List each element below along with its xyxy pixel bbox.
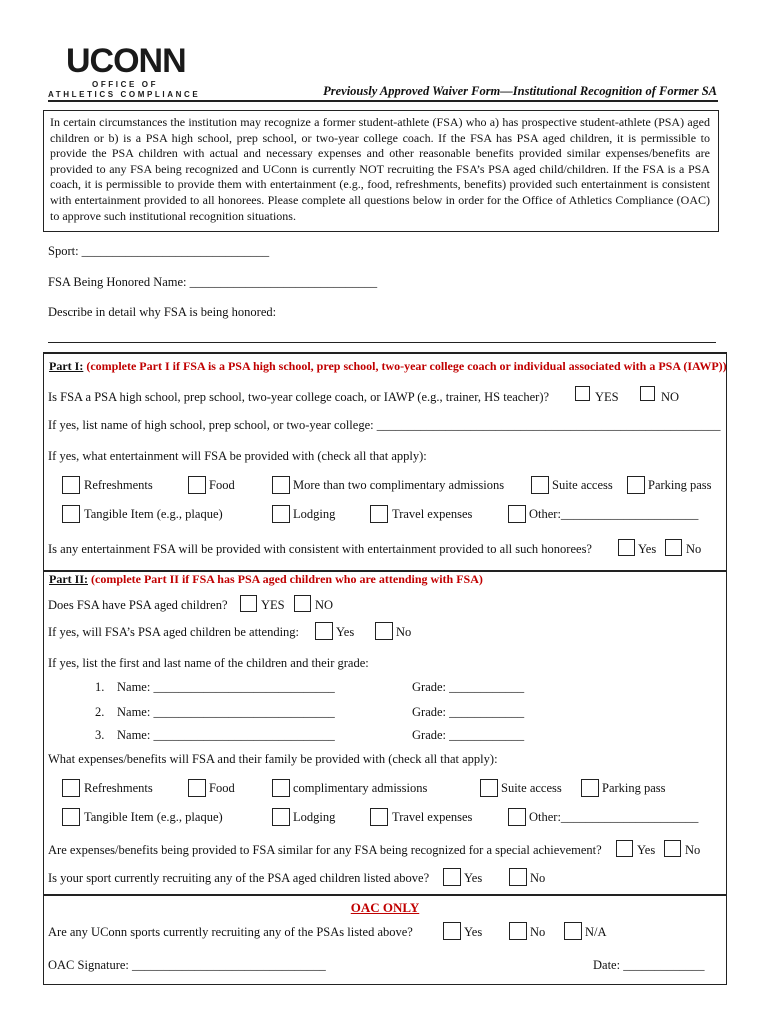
p1-food-label: Food xyxy=(209,478,235,492)
p2-parking-label: Parking pass xyxy=(602,781,666,795)
part1-q4-yes-checkbox[interactable] xyxy=(618,539,635,556)
logo-office-of: OFFICE OF xyxy=(92,80,159,89)
child-1-grade-field[interactable]: Grade: ____________ xyxy=(412,680,525,694)
oac-q1: Are any UConn sports currently recruiting any of the PSAs listed above? xyxy=(48,925,413,939)
child-1-number: 1. xyxy=(95,680,105,694)
p1-lodging-label: Lodging xyxy=(293,507,336,521)
sport-field[interactable]: Sport: ______________________________ xyxy=(48,244,270,258)
part2-q5-yes-label: Yes xyxy=(637,843,656,857)
p2-admissions-checkbox[interactable] xyxy=(272,779,290,797)
part2-header xyxy=(49,572,483,587)
part2-instruction: (complete Part II if FSA has PSA aged children who are attending with FSA) xyxy=(88,572,483,586)
p2-food-label: Food xyxy=(209,781,235,795)
p1-travel-checkbox[interactable] xyxy=(370,505,388,523)
part2-q2-yes-label: Yes xyxy=(336,625,355,639)
p1-tangible-checkbox[interactable] xyxy=(62,505,80,523)
p1-refreshments-label: Refreshments xyxy=(84,478,153,492)
oac-date-field[interactable]: Date: _____________ xyxy=(593,958,705,972)
p1-food-checkbox[interactable] xyxy=(188,476,206,494)
part2-q3: If yes, list the first and last name of the children and their grade: xyxy=(48,656,369,670)
p2-other-checkbox[interactable] xyxy=(508,808,526,826)
p2-suite-label: Suite access xyxy=(501,781,562,795)
p2-tangible-label: Tangible Item (e.g., plaque) xyxy=(84,810,223,824)
p2-admissions-label: complimentary admissions xyxy=(293,781,428,795)
p2-food-checkbox[interactable] xyxy=(188,779,206,797)
part2-label: Part II: xyxy=(49,572,88,586)
oac-yes-checkbox[interactable] xyxy=(443,922,461,940)
part2-q6: Is your sport currently recruiting any of the PSA aged children listed above? xyxy=(48,871,430,885)
part2-q5-no-checkbox[interactable] xyxy=(664,840,681,857)
part2-q1-no-checkbox[interactable] xyxy=(294,595,311,612)
part1-instruction: (complete Part I if FSA is a PSA high school, prep school, two-year college coach or individual associated with a PSA (IAWP)) xyxy=(83,359,727,373)
p2-tangible-checkbox[interactable] xyxy=(62,808,80,826)
child-2-name-field[interactable]: Name: _____________________________ xyxy=(117,705,335,719)
part1-q1-no-checkbox[interactable] xyxy=(640,386,655,401)
oac-na-checkbox[interactable] xyxy=(564,922,582,940)
part2-q2: If yes, will FSA’s PSA aged children be attending: xyxy=(48,625,300,639)
logo-athletics-compliance: ATHLETICS COMPLIANCE xyxy=(48,90,201,99)
p1-parking-label: Parking pass xyxy=(648,478,712,492)
intro-text: In certain circumstances the institution may recognize a former student-athlete (FSA) who a) has prospective student-athlete (PSA) aged children or b) is a PSA high school, prep school, or two-year college coach. If the FSA has PSA aged children, it is permissible to provide the PSA children with actual and necessary expenses and other reasonable benefits provided similar expenses/benefits are provided to any FSA being recognized and UConn is currently NOT recruiting the FSA’s PSA aged child/children. If the FSA is a PSA coach, it is permissible to provide them with entertainment (e.g., food, refreshments, benefits) provided such entertainment is consistent with entertainment provided to all honorees. Please complete all questions below in order for the Office of Athletics Compliance (OAC) to approve such institutional recognition situations. xyxy=(50,115,710,223)
part2-q6-no-label: No xyxy=(530,871,546,885)
uconn-logo: UCONN xyxy=(66,42,186,80)
part2-q2-no-label: No xyxy=(396,625,412,639)
part2-q1-yes-checkbox[interactable] xyxy=(240,595,257,612)
p2-refreshments-checkbox[interactable] xyxy=(62,779,80,797)
oac-no-checkbox[interactable] xyxy=(509,922,527,940)
oac-signature-field[interactable]: OAC Signature: _______________________________ xyxy=(48,958,326,972)
part2-q5-yes-checkbox[interactable] xyxy=(616,840,633,857)
oac-na-label: N/A xyxy=(585,925,607,939)
part2-q5-no-label: No xyxy=(685,843,701,857)
part2-q2-no-checkbox[interactable] xyxy=(375,622,393,640)
p2-travel-checkbox[interactable] xyxy=(370,808,388,826)
part2-q4: What expenses/benefits will FSA and their family be provided with (check all that apply): xyxy=(48,752,498,766)
describe-line[interactable] xyxy=(48,342,716,343)
p1-suite-label: Suite access xyxy=(552,478,613,492)
p1-admissions-label: More than two complimentary admissions xyxy=(293,478,505,492)
child-1-name-field[interactable]: Name: _____________________________ xyxy=(117,680,335,694)
part1-label: Part I: xyxy=(49,359,84,373)
p1-other-field[interactable]: Other:______________________ xyxy=(529,507,699,521)
p1-parking-checkbox[interactable] xyxy=(627,476,645,494)
part1-q4-no-checkbox[interactable] xyxy=(665,539,682,556)
part2-q6-no-checkbox[interactable] xyxy=(509,868,527,886)
part2-q6-yes-checkbox[interactable] xyxy=(443,868,461,886)
p2-lodging-checkbox[interactable] xyxy=(272,808,290,826)
p1-travel-label: Travel expenses xyxy=(392,507,473,521)
p1-refreshments-checkbox[interactable] xyxy=(62,476,80,494)
p2-refreshments-label: Refreshments xyxy=(84,781,153,795)
part1-q2[interactable]: If yes, list name of high school, prep school, or two-year college: _______________________________________________________ xyxy=(48,418,721,432)
part1-q1-yes-checkbox[interactable] xyxy=(575,386,590,401)
part1-q4-no-label: No xyxy=(686,542,702,556)
part1-q1: Is FSA a PSA high school, prep school, two-year college coach, or IAWP (e.g., trainer, HS teacher)? xyxy=(48,390,550,404)
form-title: Previously Approved Waiver Form—Institutional Recognition of Former SA xyxy=(323,84,717,98)
child-3-number: 3. xyxy=(95,728,105,742)
part2-q2-yes-checkbox[interactable] xyxy=(315,622,333,640)
p2-travel-label: Travel expenses xyxy=(392,810,473,824)
oac-yes-label: Yes xyxy=(464,925,483,939)
part2-q6-yes-label: Yes xyxy=(464,871,483,885)
child-2-number: 2. xyxy=(95,705,105,719)
part1-header xyxy=(49,359,727,374)
p1-tangible-label: Tangible Item (e.g., plaque) xyxy=(84,507,223,521)
oac-no-label: No xyxy=(530,925,546,939)
part2-q5: Are expenses/benefits being provided to FSA similar for any FSA being recognized for a special achievement? xyxy=(48,843,602,857)
header-rule xyxy=(48,100,718,102)
p1-lodging-checkbox[interactable] xyxy=(272,505,290,523)
describe-label: Describe in detail why FSA is being honored: xyxy=(48,305,277,319)
p2-suite-checkbox[interactable] xyxy=(480,779,498,797)
part1-q1-yes-label: YES xyxy=(595,390,619,404)
part2-q1-no-label: NO xyxy=(315,598,334,612)
part1-q4-yes-label: Yes xyxy=(638,542,657,556)
child-3-name-field[interactable]: Name: _____________________________ xyxy=(117,728,335,742)
p2-other-field[interactable]: Other:______________________ xyxy=(529,810,699,824)
intro-box xyxy=(43,110,719,232)
child-3-grade-field[interactable]: Grade: ____________ xyxy=(412,728,525,742)
p1-admissions-checkbox[interactable] xyxy=(272,476,290,494)
part2-q1: Does FSA have PSA aged children? xyxy=(48,598,228,612)
p2-lodging-label: Lodging xyxy=(293,810,336,824)
p2-parking-checkbox[interactable] xyxy=(581,779,599,797)
child-2-grade-field[interactable]: Grade: ____________ xyxy=(412,705,525,719)
oac-only-title: OAC ONLY xyxy=(350,900,420,915)
fsa-name-field[interactable]: FSA Being Honored Name: ______________________________ xyxy=(48,275,378,289)
part1-q3: If yes, what entertainment will FSA be provided with (check all that apply): xyxy=(48,449,427,463)
part1-q4: Is any entertainment FSA will be provided with consistent with entertainment provided to all such honorees? xyxy=(48,542,592,556)
part1-q1-no-label: NO xyxy=(661,390,680,404)
part2-q1-yes-label: YES xyxy=(261,598,285,612)
p1-suite-checkbox[interactable] xyxy=(531,476,549,494)
p1-other-checkbox[interactable] xyxy=(508,505,526,523)
